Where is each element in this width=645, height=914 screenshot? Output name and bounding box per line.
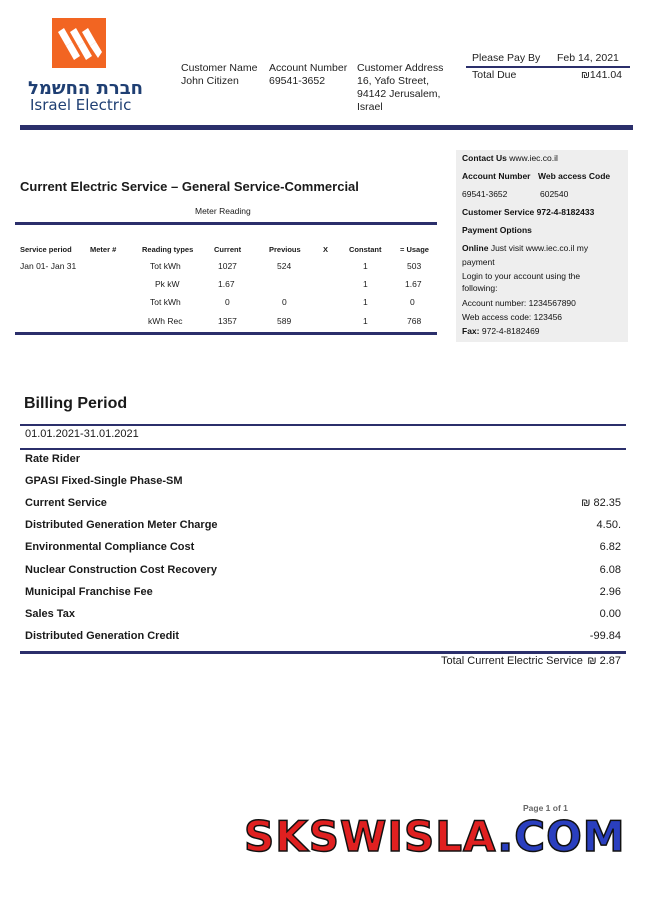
table-row-2-current: 1.67 [218,279,235,289]
col-constant: Constant [349,245,382,254]
panel-account-line: Account number: 1234567890 [462,298,576,308]
charge-label-franchise: Municipal Franchise Fee [25,586,153,598]
table-row-1-constant: 1 [363,261,368,271]
charge-amount-environmental: 6.82 [599,541,621,553]
panel-web-access-code: 602540 [540,189,569,199]
watermark-dot: . [497,812,515,861]
customer-name-block [181,62,257,88]
customer-name-label: Customer Name [181,62,258,74]
customer-address-label: Customer Address [357,62,444,74]
payment-options-heading: Payment Options [462,225,532,235]
charge-label-sales-tax: Sales Tax [25,608,75,620]
meter-table-bottom-rule [15,332,437,335]
col-previous: Previous [269,245,301,254]
fax-label: Fax: [462,326,480,336]
customer-address-block [357,62,443,114]
panel-web-code-line: Web access code: 123456 [462,312,563,322]
table-row-4-type: kWh Rec [148,316,183,326]
col-meter-number: Meter # [90,245,117,254]
contact-us-line [462,152,558,164]
rate-plan-label: GPASI Fixed-Single Phase-SM [25,475,183,487]
charge-amount-dg-meter: 4.50. [596,519,621,531]
watermark-tld: COM [514,812,626,861]
total-current-service-label: Total Current Electric Service [441,655,583,667]
web-access-header: Web access Code [538,171,611,181]
online-text: Just visit www.iec.co.il my [490,243,589,253]
billing-period-dates: 01.01.2021-31.01.2021 [25,428,139,440]
logo-mark-icon [52,18,106,68]
charge-amount-sales-tax: 0.00 [599,608,621,620]
account-number-block [269,62,347,88]
billing-period-rule [20,448,626,450]
table-row-1-usage: 503 [407,261,422,271]
logo-english-name: Israel Electric [30,96,132,114]
charge-amount-current-service: ₪ 82.35 [581,497,621,509]
table-row-3-current: 0 [225,297,230,307]
pay-by-label: Please Pay By [472,52,541,64]
pay-box-divider [466,66,630,68]
logo-hebrew-name: חברת החשמל [28,78,144,99]
company-logo [52,18,106,68]
watermark [244,812,626,861]
table-row-1-current: 1027 [218,261,237,271]
panel-account-number: 69541-3652 [462,189,508,199]
billing-bottom-rule [20,651,626,654]
online-line [462,242,588,254]
charge-label-dg-credit: Distributed Generation Credit [25,630,180,642]
total-due-label: Total Due [472,69,517,81]
table-row-1-type: Tot kWh [150,261,181,271]
table-row-3-usage: 0 [410,297,415,307]
service-title: Current Electric Service – General Service-Commercial [20,179,359,194]
meter-table-top-rule [15,222,437,225]
billing-period-title: Billing Period [24,395,128,412]
customer-address-line-3: Israel [357,101,383,113]
online-text-continued: payment [462,257,495,267]
contact-us-link[interactable]: www.iec.co.il [509,153,558,163]
table-row-1-previous: 524 [277,261,292,271]
col-x: X [323,245,329,254]
charge-label-current-service: Current Service [25,497,107,509]
fax-value: 972-4-8182469 [481,326,540,336]
table-row-4-current: 1357 [218,316,237,326]
table-row-4-usage: 768 [407,316,422,326]
online-label: Online [462,243,489,253]
charge-amount-dg-credit: -99.84 [589,630,621,642]
account-number-value: 69541-3652 [269,75,326,87]
meter-reading-subtitle: Meter Reading [195,206,251,216]
service-period-value: Jan 01- Jan 31 [20,261,77,271]
watermark-main: SKSWISLA [244,812,498,861]
table-row-2-type: Pk kW [155,279,180,289]
page-number: Page 1 of 1 [523,803,568,813]
customer-address-line-1: 16, Yafo Street, [357,75,429,87]
header-divider [20,125,633,130]
col-current: Current [214,245,242,254]
col-service-period: Service period [20,245,72,254]
table-row-4-constant: 1 [363,316,368,326]
account-number-header: Account Number [462,171,531,181]
table-row-3-previous: 0 [282,297,287,307]
table-row-4-previous: 589 [277,316,292,326]
charge-amount-franchise: 2.96 [599,586,621,598]
col-reading-types: Reading types [142,245,194,254]
col-usage: = Usage [400,245,429,254]
total-due-value: ₪141.04 [580,69,622,81]
pay-by-value: Feb 14, 2021 [557,52,619,64]
customer-service-line: Customer Service 972-4-8182433 [462,207,595,217]
total-current-service-value: ₪ 2.87 [587,655,621,667]
billing-top-rule [20,424,626,426]
account-number-label: Account Number [269,62,348,74]
charge-amount-nuclear: 6.08 [599,564,621,576]
login-text-continued: following: [462,283,498,293]
charge-label-nuclear: Nuclear Construction Cost Recovery [25,564,217,576]
customer-address-line-2: 94142 Jerusalem, [357,88,441,100]
table-row-2-constant: 1 [363,279,368,289]
charge-label-dg-meter: Distributed Generation Meter Charge [25,519,218,531]
customer-name-value: John Citizen [181,75,239,87]
charge-label-environmental: Environmental Compliance Cost [25,541,195,553]
table-row-3-type: Tot kWh [150,297,181,307]
fax-line [462,325,540,337]
rate-rider-label: Rate Rider [25,453,81,465]
table-row-2-usage: 1.67 [405,279,422,289]
contact-us-label: Contact Us [462,153,507,163]
table-row-3-constant: 1 [363,297,368,307]
login-text: Login to your account using the [462,271,581,281]
